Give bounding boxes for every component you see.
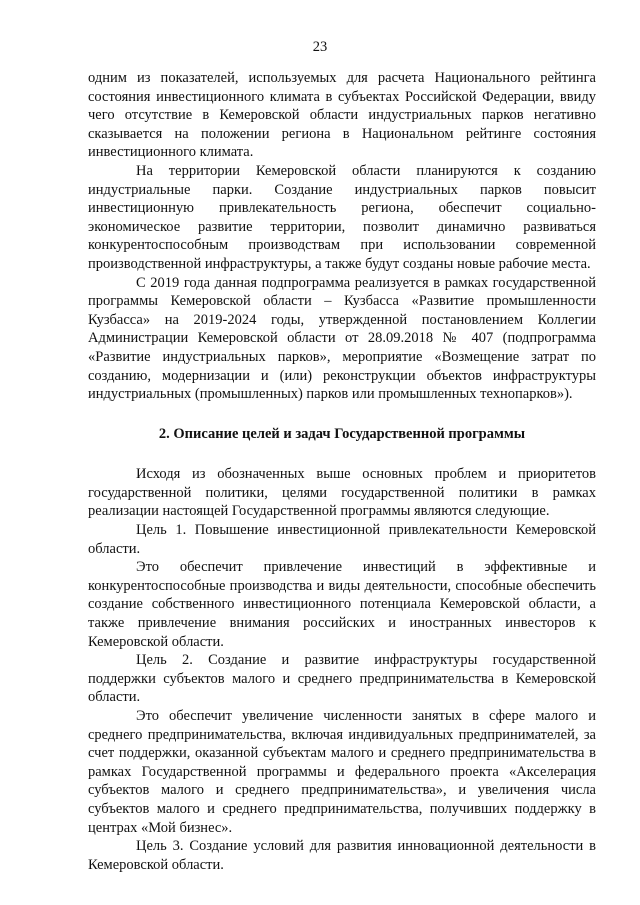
- paragraph-goals-intro: Исходя из обозначенных выше основных проблем и приоритетов государственной политики, целями государственной политики в рамках реализации настоящей Государственной программы являются следующие.: [88, 466, 596, 520]
- paragraph-goal-1: Цель 1. Повышение инвестиционной привлекательности Кемеровской области.: [88, 522, 596, 557]
- paragraph-goal-1-effect: Это обеспечит привлечение инвестиций в эффективные и конкурентоспособные производства и виды деятельности, способные обеспечить создание собственного инвестиционного потенциала Кемеровской области, а также привлечение внимания российских и иностранных инвесторов к Кемеровской области.: [88, 559, 596, 650]
- paragraph-rating-continuation: одним из показателей, используемых для расчета Национального рейтинга состояния инвестиционного климата в субъектах Российской Федерации, ввиду чего отсутствие в Кемеровской области индустриальных парков негативно сказывается на положении региона в Национальном рейтинге состояния инвестиционного климата.: [88, 70, 596, 161]
- paragraph-goal-2: Цель 2. Создание и развитие инфраструктуры государственной поддержки субъектов малого и среднего предпринимательства в Кемеровской области.: [88, 652, 596, 706]
- paragraph-industrial-parks: На территории Кемеровской области планируются к созданию индустриальные парки. Создание индустриальных парков повысит инвестиционную привлекательность региона, обеспечит социально-экономическое развитие территории, позволит динамично развиваться конкурентоспособным производствам при использовании современной производственной инфраструктуры, а также будут созданы новые рабочие места.: [88, 162, 596, 272]
- page-content: [88, 69, 596, 874]
- paragraph-subprogram-2019: С 2019 года данная подпрограмма реализуется в рамках государственной программы Кемеровской области – Кузбасса «Развитие промышленности Кузбасса» на 2019-2024 годы, утвержденной постановлением Коллегии Администрации Кемеровской области от 28.09.2018 № 407 (подпрограмма «Развитие индустриальных парков», мероприятие «Возмещение затрат по созданию, модернизации и (или) реконструкции объектов инфраструктуры индустриальных (промышленных) парков или промышленных технопарков»).: [88, 274, 596, 403]
- page-number: 23: [312, 39, 328, 55]
- paragraph-goal-2-effect: Это обеспечит увеличение численности занятых в сфере малого и среднего предпринимательства, включая индивидуальных предпринимателей, за счет поддержки, оказанной субъектам малого и среднего предпринимательства в рамках Государственной программы и федерального проекта «Акселерация субъектов малого и среднего предпринимательства», и увеличения числа субъектов малого и среднего предпринимательства, получивших поддержку в центрах «Мой бизнес».: [88, 708, 596, 836]
- paragraph-goal-3: Цель 3. Создание условий для развития инновационной деятельности в Кемеровской области.: [88, 838, 596, 873]
- section-heading: 2. Описание целей и задач Государственной программы: [158, 425, 526, 442]
